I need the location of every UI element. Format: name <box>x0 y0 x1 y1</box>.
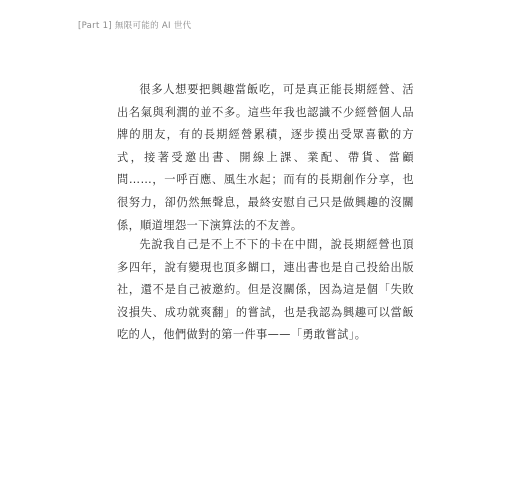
body-paragraph-2: 先說我自己是不上不下的卡在中間，說長期經營也頂多四年，說有變現也頂多餬口，連出書也是自己投給出版社，還不是自己被邀約。但是沒關係，因為這是個「失敗沒損失、成功就爽翻」的嘗試，也是我認為興趣可以當飯吃的人，他們做對的第一件事——「勇敢嘗試」。 <box>117 238 414 342</box>
body-paragraph-1: 很多人想要把興趣當飯吃，可是真正能長期經營、活出名氣與利潤的並不多。這些年我也認識不少經營個人品牌的朋友，有的長期經營累積，逐步摸出受眾喜歡的方式，接著受邀出書、開線上課、業配、帶貨、當顧問……，一呼百應、風生水起；而有的長期創作分享，也很努力，卻仍然無聲息，最終安慰自己只是做興趣的沒關係，順道埋怨一下演算法的不友善。 <box>117 83 414 232</box>
running-header: [Part 1] 無限可能的 AI 世代 <box>78 21 192 31</box>
